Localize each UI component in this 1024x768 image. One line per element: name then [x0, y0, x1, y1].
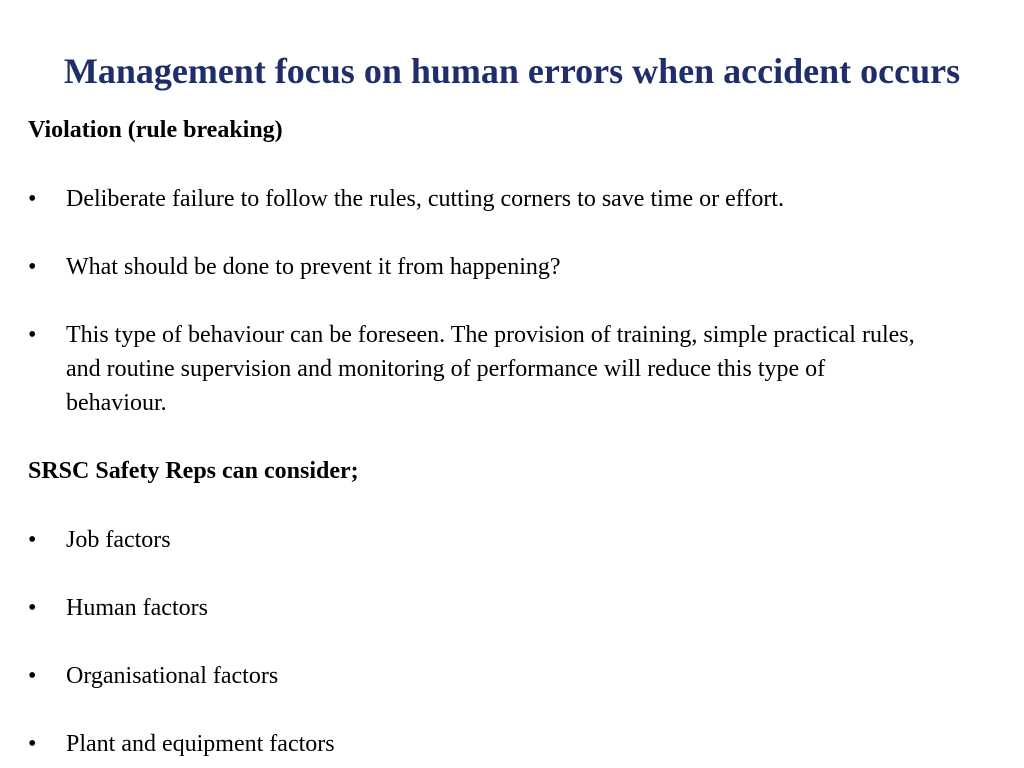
slide-title: Management focus on human errors when accident occurs	[63, 51, 961, 91]
bullet-item	[28, 659, 988, 693]
bullet-item	[28, 318, 928, 420]
bullet-icon: •	[28, 731, 37, 757]
bullet-text: What should be done to prevent it from happening?	[66, 254, 561, 280]
bullet-icon: •	[28, 322, 37, 348]
bullet-icon: •	[28, 663, 37, 689]
bullet-icon: •	[28, 527, 37, 553]
bullet-text: Deliberate failure to follow the rules, cutting corners to save time or effort.	[66, 186, 784, 212]
bullet-item	[28, 727, 988, 761]
bullet-icon: •	[28, 595, 37, 621]
bullet-icon: •	[28, 186, 37, 212]
section-heading-violation: Violation (rule breaking)	[28, 117, 283, 143]
bullet-item	[28, 523, 988, 557]
bullet-item	[28, 591, 988, 625]
bullet-text: This type of behaviour can be foreseen. The provision of training, simple practical rules, and routine supervision and monitoring of performance will reduce this type of behaviour.	[66, 322, 915, 416]
bullet-text: Organisational factors	[66, 663, 279, 689]
section-heading-safety-reps: SRSC Safety Reps can consider;	[28, 458, 359, 484]
bullet-item	[28, 182, 988, 216]
bullet-text: Human factors	[66, 595, 208, 621]
bullet-text: Plant and equipment factors	[66, 731, 335, 757]
bullet-item	[28, 250, 988, 284]
bullet-text: Job factors	[66, 527, 171, 553]
bullet-icon: •	[28, 254, 37, 280]
